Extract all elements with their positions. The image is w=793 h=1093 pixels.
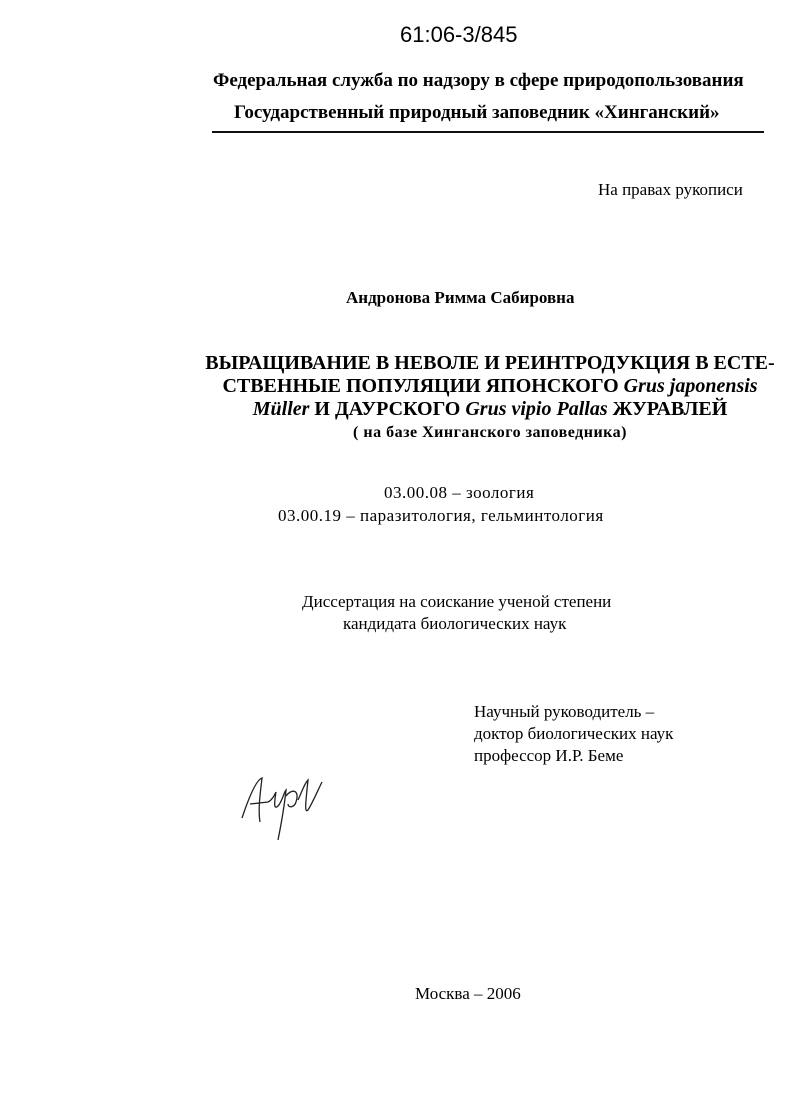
author-citation: Müller xyxy=(252,398,310,420)
title-line-3 xyxy=(200,398,780,421)
title-line-1: ВЫРАЩИВАНИЕ В НЕВОЛЕ И РЕИНТРОДУКЦИЯ В ЕСТЕ- xyxy=(205,352,775,374)
title-text: СТВЕННЫЕ ПОПУЛЯЦИИ ЯПОНСКОГО xyxy=(222,375,624,397)
title-line-4: ( на базе Хинганского заповедника) xyxy=(353,424,627,441)
degree-line-2: кандидата биологических наук xyxy=(343,614,567,633)
supervisor-line-2: доктор биологических наук xyxy=(474,724,674,743)
dissertation-title xyxy=(200,352,780,444)
title-text: ЖУРАВЛЕЙ xyxy=(607,398,728,420)
supervisor-line-1: Научный руководитель – xyxy=(474,702,655,721)
org-line-1: Федеральная служба по надзору в сфере природопользования xyxy=(213,70,744,91)
specialty-2: 03.00.19 – паразитология, гельминтология xyxy=(278,506,604,525)
manuscript-note: На правах рукописи xyxy=(598,180,743,199)
handwritten-signature xyxy=(238,770,328,845)
archive-code: 61:06-3/845 xyxy=(400,22,518,47)
species-name: Grus japonensis xyxy=(623,375,758,397)
species-name: Grus vipio Pallas xyxy=(465,398,608,420)
title-line-2 xyxy=(200,375,780,398)
supervisor-line-3: профессор И.Р. Беме xyxy=(474,746,624,765)
org-line-2: Государственный природный заповедник «Хинганский» xyxy=(234,102,720,123)
author-name: Андронова Римма Сабировна xyxy=(346,288,575,307)
city-year: Москва – 2006 xyxy=(415,984,521,1003)
title-text: И ДАУРСКОГО xyxy=(309,398,466,420)
degree-line-1: Диссертация на соискание ученой степени xyxy=(302,592,612,611)
header-divider xyxy=(212,131,764,133)
specialty-1: 03.00.08 – зоология xyxy=(384,483,535,502)
